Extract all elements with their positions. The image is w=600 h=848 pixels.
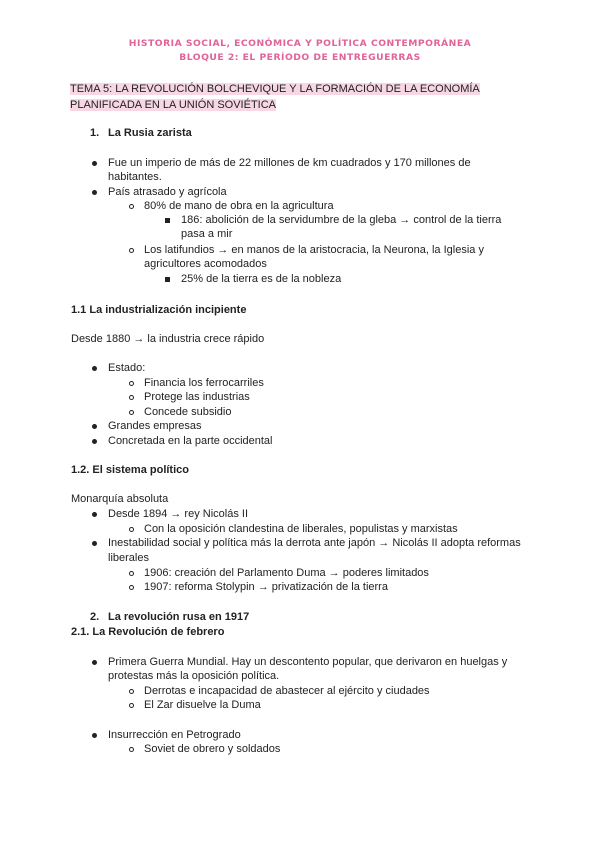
circle-bullet-icon bbox=[129, 248, 134, 253]
bullet-icon bbox=[92, 512, 97, 517]
bullet-icon bbox=[92, 161, 97, 166]
circle-bullet-icon bbox=[129, 410, 134, 415]
list-item: 186: abolición de la servidumbre de la gleba → control de la tierra bbox=[181, 214, 502, 226]
tema-line-2: PLANIFICADA EN LA UNIÓN SOVIÉTICA bbox=[70, 99, 276, 111]
bullet-icon bbox=[92, 660, 97, 665]
tema-title bbox=[70, 81, 490, 113]
list-item: Concede subsidio bbox=[144, 406, 232, 418]
list-item: Primera Guerra Mundial. Hay un descontento popular, que derivaron en huelgas y bbox=[108, 656, 508, 668]
list-item: Protege las industrias bbox=[144, 391, 250, 403]
section-1-2-title: 1.2. El sistema político bbox=[71, 464, 189, 476]
list-item: País atrasado y agrícola bbox=[108, 186, 227, 198]
section-2-1-title: 2.1. La Revolución de febrero bbox=[71, 626, 225, 638]
square-bullet-icon bbox=[165, 277, 170, 282]
circle-bullet-icon bbox=[129, 395, 134, 400]
bullet-icon bbox=[92, 733, 97, 738]
circle-bullet-icon bbox=[129, 747, 134, 752]
section-1-title: La Rusia zarista bbox=[108, 127, 192, 139]
tema-line-1: TEMA 5: LA REVOLUCIÓN BOLCHEVIQUE Y LA FORMACIÓN DE LA ECONOMÍA bbox=[70, 83, 480, 95]
paragraph: Monarquía absoluta bbox=[71, 493, 169, 505]
bullet-icon bbox=[92, 190, 97, 195]
bullet-icon bbox=[92, 439, 97, 444]
bullet-icon bbox=[92, 366, 97, 371]
circle-bullet-icon bbox=[129, 585, 134, 590]
list-item: Desde 1894 → rey Nicolás II bbox=[108, 508, 249, 520]
list-item: Estado: bbox=[108, 362, 146, 374]
section-1-1-title: 1.1 La industrialización incipiente bbox=[71, 304, 247, 316]
bullet-icon bbox=[92, 424, 97, 429]
list-item: Insurrección en Petrogrado bbox=[108, 729, 241, 741]
paragraph: Desde 1880 → la industria crece rápido bbox=[71, 333, 265, 345]
list-item-continuation: habitantes. bbox=[108, 171, 162, 183]
list-item: Derrotas e incapacidad de abastecer al ejército y ciudades bbox=[144, 685, 430, 697]
list-item: Financia los ferrocarriles bbox=[144, 377, 264, 389]
list-item: 1907: reforma Stolypin → privatización de la tierra bbox=[144, 581, 388, 593]
circle-bullet-icon bbox=[129, 571, 134, 576]
list-item: El Zar disuelve la Duma bbox=[144, 699, 261, 711]
list-item: Soviet de obrero y soldados bbox=[144, 743, 281, 755]
list-item: Los latifundios → en manos de la aristocracia, la Neurona, la Iglesia y bbox=[144, 244, 484, 256]
bullet-icon bbox=[92, 541, 97, 546]
circle-bullet-icon bbox=[129, 703, 134, 708]
circle-bullet-icon bbox=[129, 689, 134, 694]
circle-bullet-icon bbox=[129, 204, 134, 209]
list-item: 25% de la tierra es de la nobleza bbox=[181, 273, 342, 285]
list-item: 80% de mano de obra en la agricultura bbox=[144, 200, 334, 212]
list-item: Con la oposición clandestina de liberales, populistas y marxistas bbox=[144, 523, 458, 535]
section-2-title: La revolución rusa en 1917 bbox=[108, 611, 250, 623]
list-item: Concretada en la parte occidental bbox=[108, 435, 273, 447]
list-item: 1906: creación del Parlamento Duma → poderes limitados bbox=[144, 567, 429, 579]
list-item: Inestabilidad social y política más la derrota ante japón → Nicolás II adopta reformas bbox=[108, 537, 521, 549]
circle-bullet-icon bbox=[129, 381, 134, 386]
circle-bullet-icon bbox=[129, 527, 134, 532]
list-item-continuation: liberales bbox=[108, 552, 149, 564]
course-title: HISTORIA SOCIAL, ECONÓMICA Y POLÍTICA CONTEMPORÁNEA bbox=[128, 38, 472, 49]
list-item: Grandes empresas bbox=[108, 420, 202, 432]
list-item-continuation: agricultores acomodados bbox=[144, 258, 267, 270]
square-bullet-icon bbox=[165, 218, 170, 223]
section-1-number: 1. bbox=[90, 127, 100, 139]
section-2-number: 2. bbox=[90, 611, 100, 623]
list-item-continuation: protestas más la oposición política. bbox=[108, 670, 280, 682]
list-item: Fue un imperio de más de 22 millones de km cuadrados y 170 millones de bbox=[108, 157, 471, 169]
block-title: BLOQUE 2: EL PERÍODO DE ENTREGUERRAS bbox=[179, 52, 421, 63]
list-item-continuation: pasa a mir bbox=[181, 228, 233, 240]
